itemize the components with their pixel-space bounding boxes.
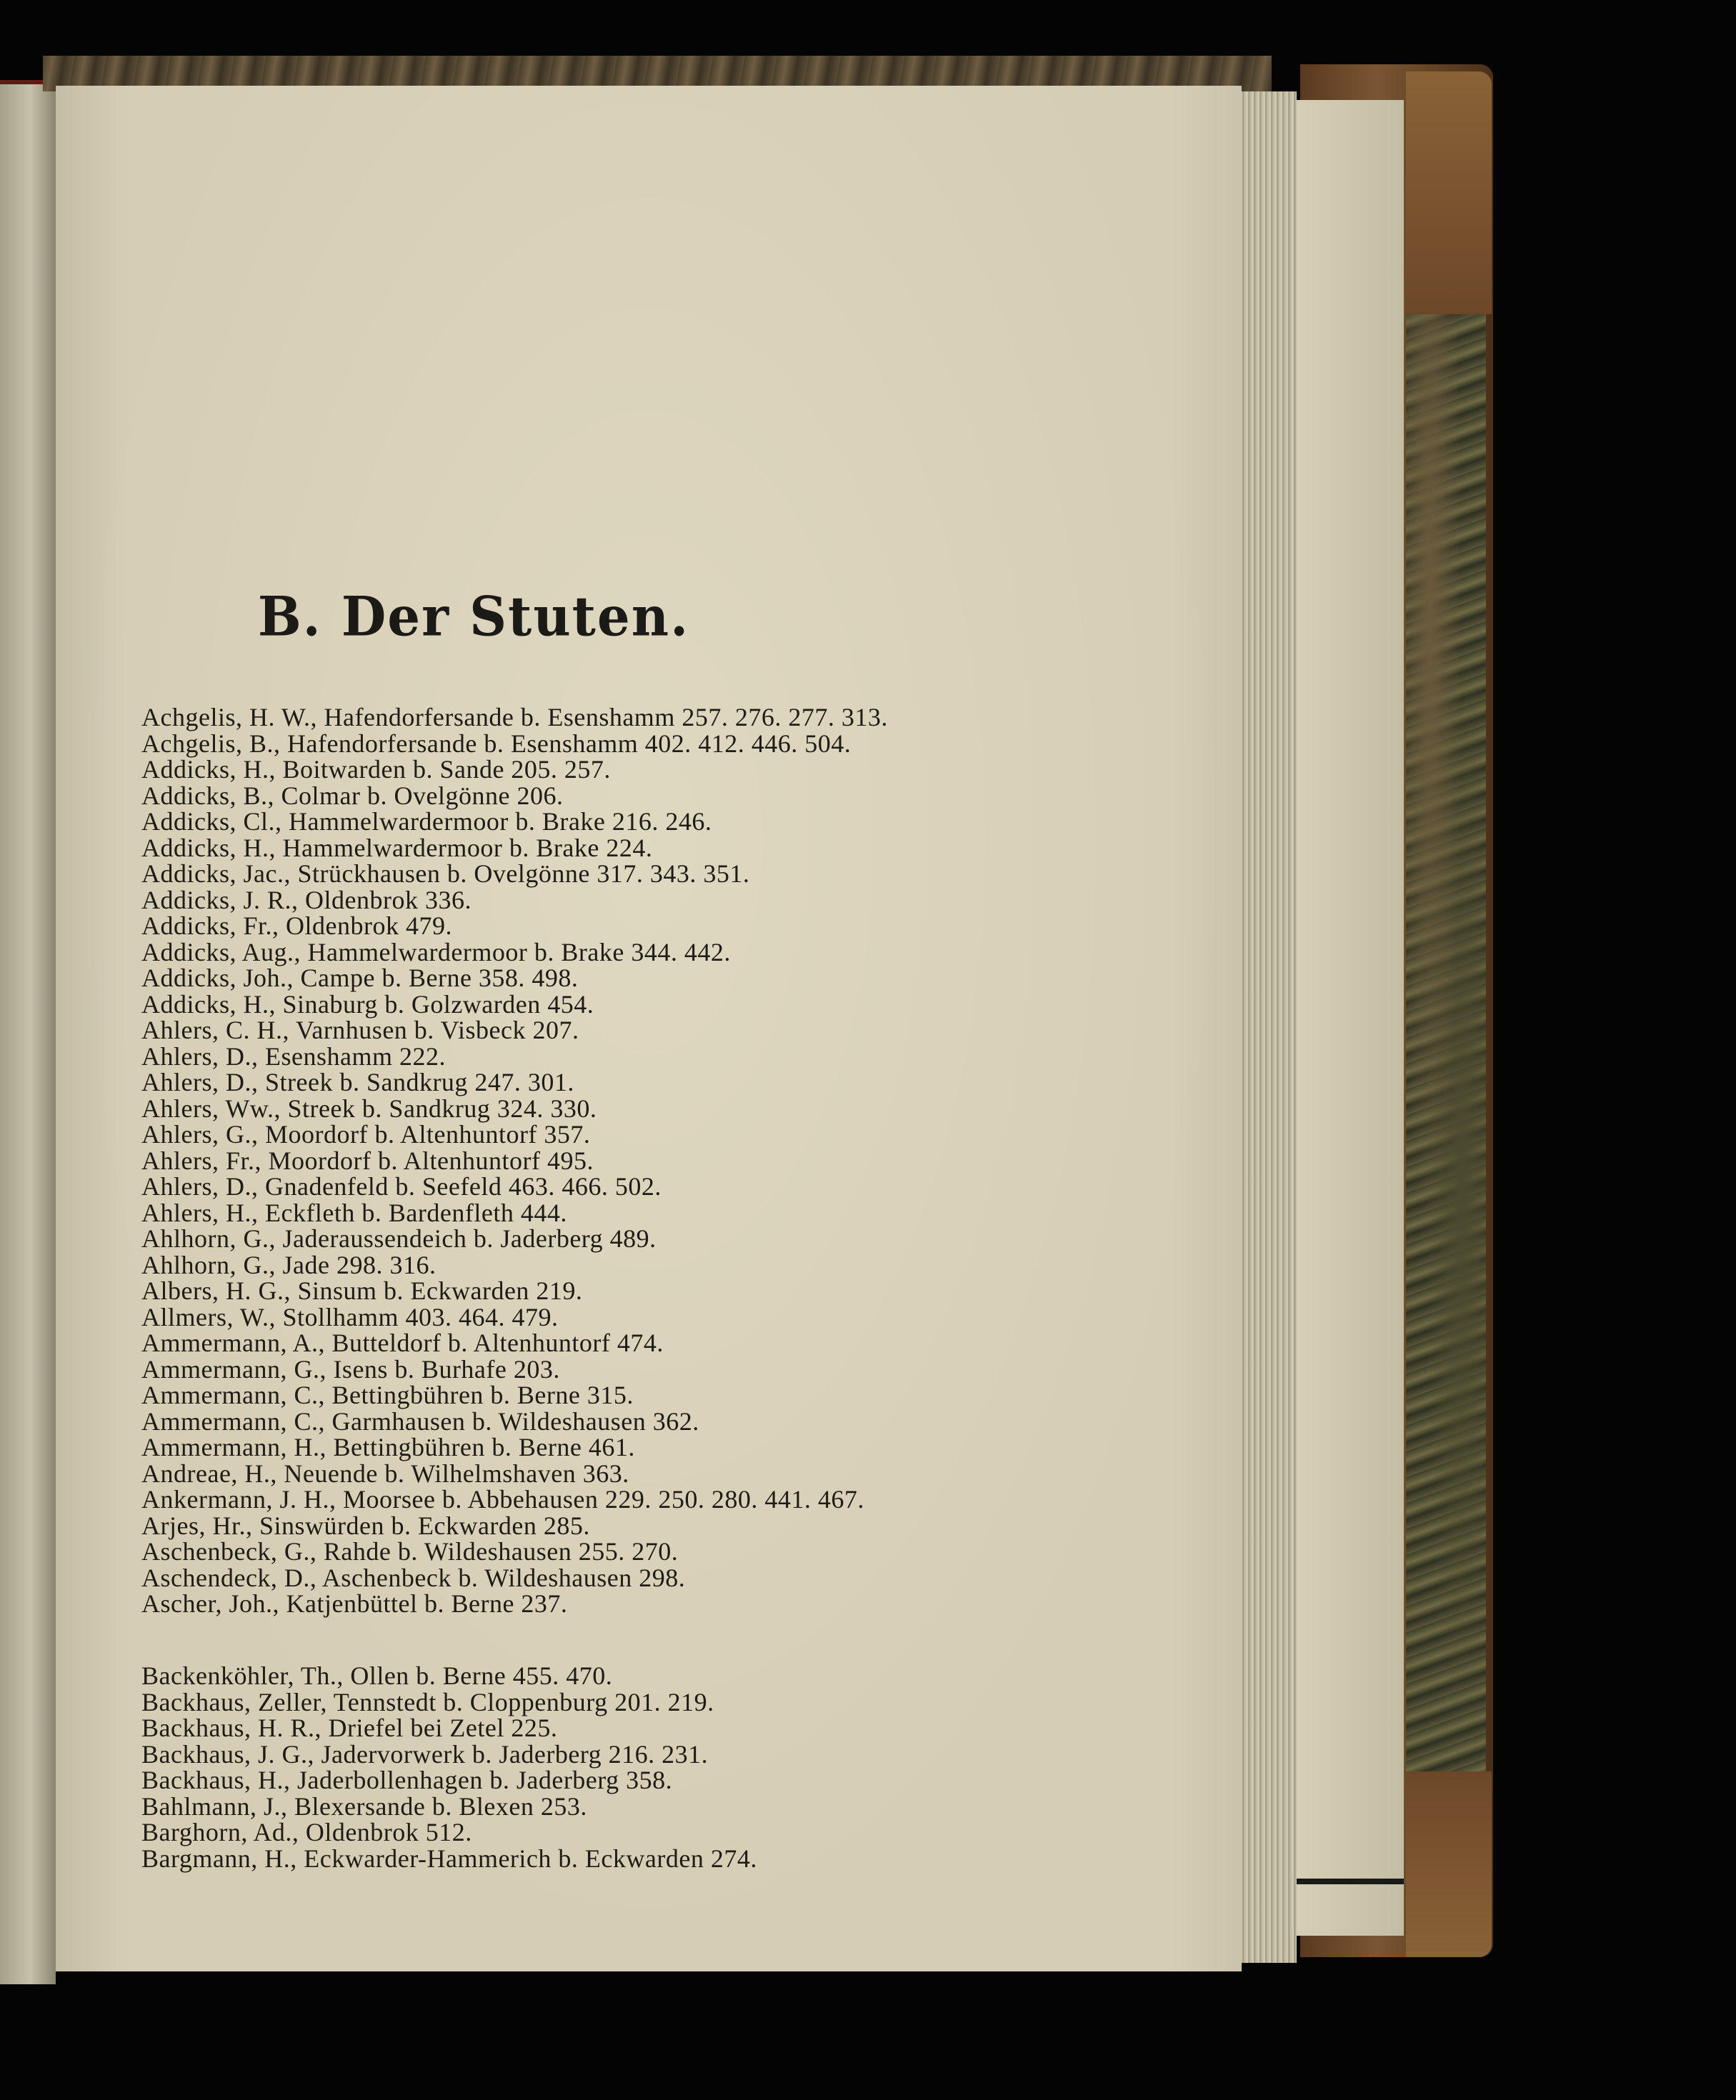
list-item: Ahlers, H., Eckfleth b. Bardenfleth 444. bbox=[141, 1198, 567, 1227]
list-item: Ahlers, Fr., Moordorf b. Altenhuntorf 495. bbox=[141, 1146, 594, 1175]
list-item: Backhaus, J. G., Jadervorwerk b. Jaderberg 216. 231. bbox=[141, 1739, 709, 1769]
page-title bbox=[56, 584, 1242, 649]
list-item: Addicks, B., Colmar b. Ovelgönne 206. bbox=[141, 781, 564, 810]
list-item: Ahlers, C. H., Varnhusen b. Visbeck 207. bbox=[141, 1016, 579, 1044]
list-item: Ahlers, Ww., Streek b. Sandkrug 324. 330. bbox=[141, 1094, 597, 1123]
list-item: Aschendeck, D., Aschenbeck b. Wildeshausen 298. bbox=[141, 1563, 686, 1592]
page-edge-stack bbox=[1239, 91, 1297, 1963]
list-item: Barghorn, Ad., Oldenbrok 512. bbox=[141, 1818, 472, 1846]
page-title-text: B. Der Stuten. bbox=[257, 584, 690, 649]
list-item: Aschenbeck, G., Rahde b. Wildeshausen 255. 270. bbox=[141, 1537, 679, 1566]
list-item: Ahlers, D., Streek b. Sandkrug 247. 301. bbox=[141, 1068, 574, 1096]
list-item: Ankermann, J. H., Moorsee b. Abbehausen 229. 250. 280. 441. 467. bbox=[141, 1485, 864, 1514]
list-item: Backenköhler, Th., Ollen b. Berne 455. 470. bbox=[141, 1661, 613, 1690]
left-page-edge bbox=[0, 84, 56, 1984]
list-item: Addicks, Fr., Oldenbrok 479. bbox=[141, 911, 452, 940]
list-item: Ammermann, C., Garmhausen b. Wildeshausen 362. bbox=[141, 1406, 699, 1436]
cover-marbled-paper bbox=[1406, 314, 1486, 1771]
list-item: Ammermann, C., Bettingbühren b. Berne 315. bbox=[141, 1381, 634, 1409]
list-item: Addicks, J. R., Oldenbrok 336. bbox=[141, 885, 472, 914]
list-item: Bahlmann, J., Blexersande b. Blexen 253. bbox=[141, 1791, 587, 1821]
list-item: Addicks, H., Sinaburg b. Golzwarden 454. bbox=[141, 989, 594, 1019]
list-item: Backhaus, H., Jaderbollenhagen b. Jaderberg 358. bbox=[141, 1766, 673, 1794]
list-item: Ahlers, G., Moordorf b. Altenhuntorf 357. bbox=[141, 1120, 591, 1149]
list-item: Achgelis, B., Hafendorfersande b. Esenshamm 402. 412. 446. 504. bbox=[141, 729, 852, 758]
list-item: Addicks, Aug., Hammelwardermoor b. Brake 344. 442. bbox=[141, 937, 731, 966]
list-item: Albers, H. G., Sinsum b. Eckwarden 219. bbox=[141, 1276, 583, 1305]
list-item: Addicks, Jac., Strückhausen b. Ovelgönne 317. 343. 351. bbox=[141, 859, 750, 888]
list-item: Backhaus, Zeller, Tennstedt b. Cloppenburg 201. 219. bbox=[141, 1687, 714, 1716]
document-page bbox=[56, 86, 1242, 1971]
inner-leaf bbox=[1297, 100, 1404, 1936]
list-item: Allmers, W., Stollhamm 403. 464. 479. bbox=[141, 1302, 559, 1331]
list-item: Bargmann, H., Eckwarder-Hammerich b. Eckwarden 274. bbox=[141, 1844, 757, 1873]
list-item: Achgelis, H. W., Hafendorfersande b. Esenshamm 257. 276. 277. 313. bbox=[141, 703, 888, 731]
list-item: Backhaus, H. R., Driefel bei Zetel 225. bbox=[141, 1714, 558, 1742]
list-item: Ammermann, A., Butteldorf b. Altenhuntorf 474. bbox=[141, 1329, 664, 1357]
cover-leather-corner-top bbox=[1406, 71, 1492, 314]
list-item: Addicks, Cl., Hammelwardermoor b. Brake 216. 246. bbox=[141, 807, 712, 836]
list-item: Ascher, Joh., Katjenbüttel b. Berne 237. bbox=[141, 1589, 568, 1618]
list-item: Addicks, H., Hammelwardermoor b. Brake 224. bbox=[141, 833, 653, 862]
list-item: Ahlers, D., Gnadenfeld b. Seefeld 463. 466. 502. bbox=[141, 1172, 662, 1201]
list-item: Arjes, Hr., Sinswürden b. Eckwarden 285. bbox=[141, 1511, 590, 1540]
list-item: Addicks, H., Boitwarden b. Sande 205. 257. bbox=[141, 755, 611, 784]
cover-leather-corner-bottom bbox=[1406, 1771, 1492, 1957]
list-item: Ammermann, G., Isens b. Burhafe 203. bbox=[141, 1354, 560, 1384]
list-item: Ahlhorn, G., Jade 298. 316. bbox=[141, 1250, 437, 1279]
list-item: Ammermann, H., Bettingbühren b. Berne 461. bbox=[141, 1433, 635, 1461]
list-item: Ahlhorn, G., Jaderaussendeich b. Jaderberg 489. bbox=[141, 1224, 657, 1253]
list-item: Addicks, Joh., Campe b. Berne 358. 498. bbox=[141, 964, 579, 992]
list-item: Ahlers, D., Esenshamm 222. bbox=[141, 1041, 446, 1071]
entry-list-b bbox=[141, 1663, 1199, 1871]
list-item: Andreae, H., Neuende b. Wilhelmshaven 363. bbox=[141, 1459, 629, 1488]
entry-list-a bbox=[141, 704, 1199, 1617]
leaf-shadow-line bbox=[1297, 1879, 1404, 1884]
